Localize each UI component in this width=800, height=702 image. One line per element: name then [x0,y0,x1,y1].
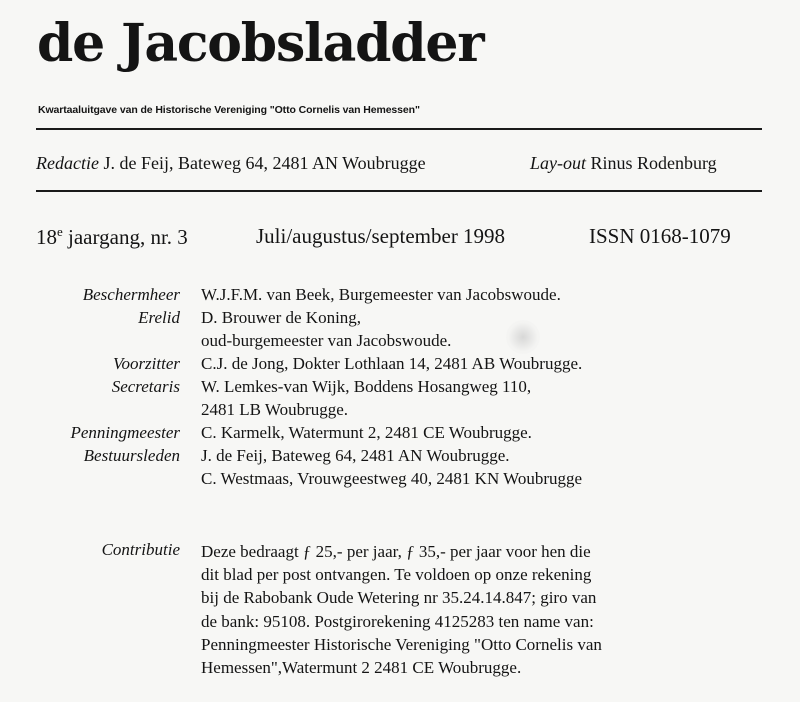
board-row-beschermheer [0,285,800,308]
bottom-divider [36,190,762,192]
board-row-erelid-cont [0,331,800,354]
editor-name: J. de Feij, Bateweg 64, 2481 AN Woubrugge [103,153,426,173]
contributie-line: de bank: 95108. Postgirorekening 4125283 ten name van: [201,611,594,631]
member-text: D. Brouwer de Koning, [201,308,362,327]
layout-credit [530,153,717,174]
volume-suffix: e [57,224,63,239]
staff-line [36,153,762,174]
contributie-line: Deze bedraagt ƒ 25,- per jaar, ƒ 35,- per jaar voor hen die [201,542,591,561]
member-text: 2481 LB Woubrugge. [201,400,349,419]
board-row-bestuursleden-cont [0,469,800,492]
role-label: Beschermheer [82,285,180,304]
board-row-secretaris [0,377,800,400]
masthead-title: de Jacobsladder [37,13,484,74]
board-row-secretaris-cont [0,400,800,423]
role-label: Secretaris [111,377,180,396]
board-row-bestuursleden [0,446,800,469]
issue-dates: Juli/augustus/september 1998 [256,224,506,248]
role-label: Voorzitter [112,354,180,373]
board-row-penningmeester [0,423,800,446]
board-row-voorzitter [0,354,800,377]
member-text: W.J.F.M. van Beek, Burgemeester van Jacobswoude. [201,285,561,304]
member-text: C. Karmelk, Watermunt 2, 2481 CE Woubrugge. [201,423,532,442]
layout-name: Rinus Rodenburg [590,153,717,173]
contributie-line: Penningmeester Historische Vereniging "Otto Cornelis van [201,634,602,654]
board-row-erelid [0,308,800,331]
top-divider [36,128,762,130]
member-text: J. de Feij, Bateweg 64, 2481 AN Woubrugge. [201,446,510,465]
role-label: Erelid [138,308,180,327]
editor-label: Redactie [36,153,99,173]
issue-line [36,224,762,250]
member-text: C. Westmaas, Vrouwgeestweg 40, 2481 KN Woubrugge [201,469,583,488]
masthead-subtitle: Kwartaaluitgave van de Historische Vereniging "Otto Cornelis van Hemessen" [38,104,420,116]
contributie-label: Contributie [101,540,180,559]
role-label: Bestuursleden [83,446,180,465]
volume-rest: jaargang, nr. 3 [62,225,188,249]
contributie-line: bij de Rabobank Oude Wetering nr 35.24.14.847; giro van [201,588,597,608]
member-text: C.J. de Jong, Dokter Lothlaan 14, 2481 AB Woubrugge. [201,354,583,373]
layout-label: Lay-out [530,153,586,173]
contributie-line: dit blad per post ontvangen. Te voldoen op onze rekening [201,565,592,585]
member-text: W. Lemkes-van Wijk, Boddens Hosangweg 110, [201,377,532,396]
issn: ISSN 0168-1079 [589,224,731,248]
member-text: oud-burgemeester van Jacobswoude. [201,331,452,350]
contributie-text [201,540,711,679]
board-list [0,285,800,492]
role-label: Penningmeester [70,423,180,442]
volume [36,225,188,249]
contributie-line: Hemessen",Watermunt 2 2481 CE Woubrugge. [201,658,522,678]
volume-number: 18 [36,225,57,249]
